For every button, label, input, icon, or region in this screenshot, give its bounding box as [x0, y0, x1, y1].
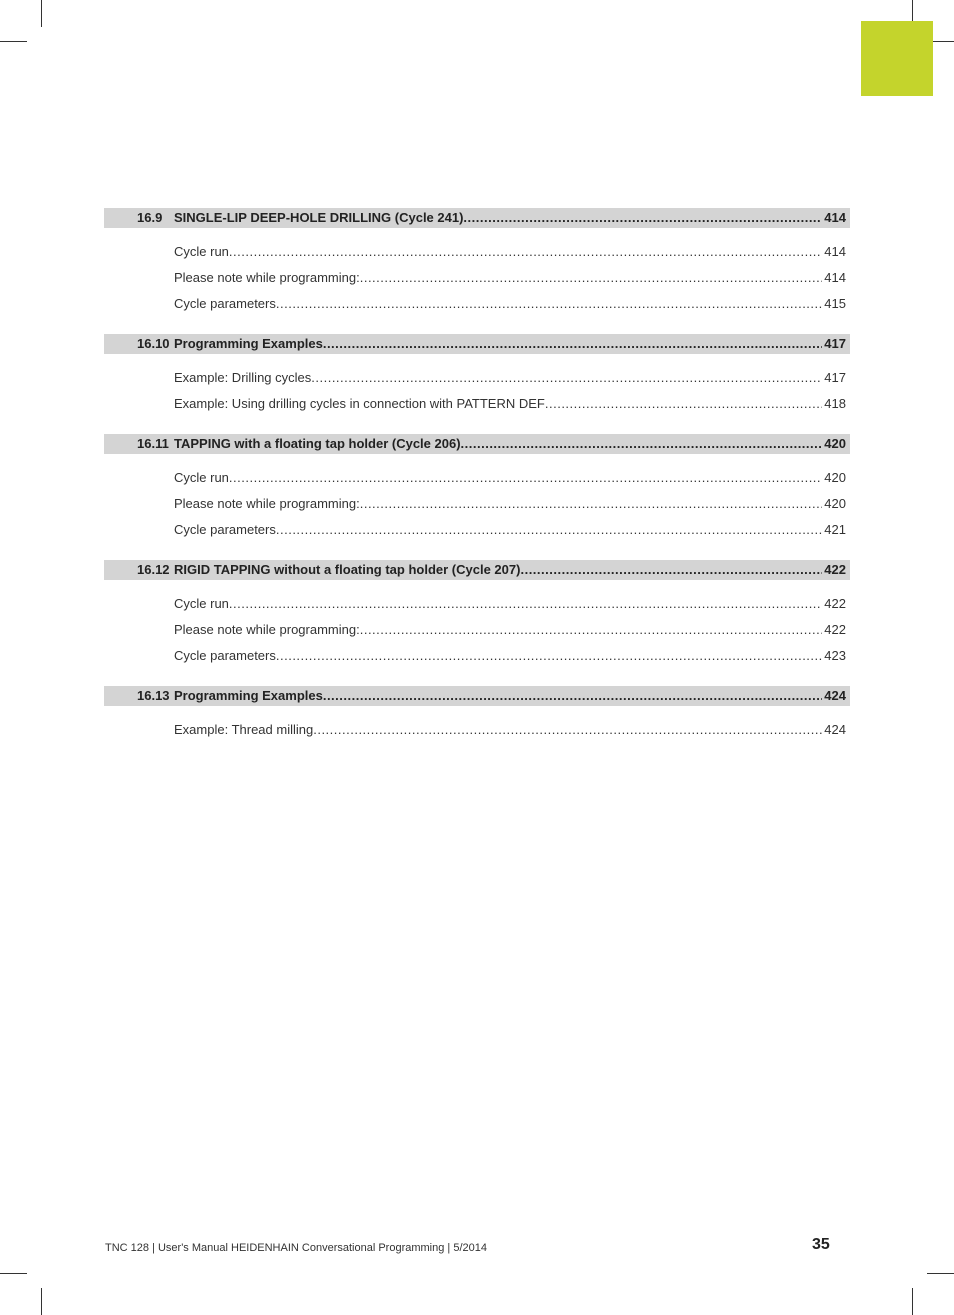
- toc-entry[interactable]: [174, 270, 846, 296]
- entry-page: 414: [824, 270, 846, 285]
- entry-title: Cycle run: [174, 244, 229, 259]
- dot-leader: [229, 596, 822, 622]
- toc-entry[interactable]: [174, 296, 846, 322]
- entry-page: 423: [824, 648, 846, 663]
- toc-section: [104, 208, 850, 322]
- chapter-tab: [861, 21, 933, 96]
- toc-section: [104, 334, 850, 422]
- entry-title: Please note while programming:: [174, 622, 360, 637]
- dot-leader: [360, 496, 823, 522]
- toc-section: [104, 560, 850, 674]
- dot-leader: [461, 434, 823, 454]
- entry-title: Example: Thread milling: [174, 722, 314, 737]
- toc-section: [104, 434, 850, 548]
- section-number: 16.10: [137, 336, 170, 351]
- entry-title: Cycle parameters: [174, 522, 276, 537]
- entry-page: 418: [824, 396, 846, 411]
- dot-leader: [360, 270, 823, 296]
- section-page: 414: [824, 210, 846, 225]
- section-number: 16.12: [137, 562, 170, 577]
- table-of-contents: [104, 208, 850, 760]
- dot-leader: [313, 722, 822, 748]
- toc-entry[interactable]: [174, 496, 846, 522]
- crop-mark: [927, 1273, 954, 1274]
- dot-leader: [229, 470, 822, 496]
- crop-mark: [41, 1288, 42, 1315]
- crop-mark: [912, 1288, 913, 1315]
- section-title: RIGID TAPPING without a floating tap holder (Cycle 207): [174, 562, 521, 577]
- section-number: 16.11: [137, 436, 169, 451]
- toc-entry[interactable]: [174, 622, 846, 648]
- toc-entry[interactable]: [174, 396, 846, 422]
- crop-mark: [0, 41, 27, 42]
- entry-page: 422: [824, 596, 846, 611]
- dot-leader: [463, 208, 822, 228]
- toc-entry[interactable]: [174, 244, 846, 270]
- dot-leader: [276, 296, 822, 322]
- section-number: 16.13: [137, 688, 170, 703]
- toc-section-heading[interactable]: [104, 208, 850, 228]
- entry-page: 421: [824, 522, 846, 537]
- entry-page: 424: [824, 722, 846, 737]
- dot-leader: [276, 522, 822, 548]
- entry-title: Please note while programming:: [174, 496, 360, 511]
- crop-mark: [41, 0, 42, 27]
- section-page: 424: [824, 688, 846, 703]
- entry-title: Cycle parameters: [174, 648, 276, 663]
- toc-section-heading[interactable]: [104, 334, 850, 354]
- toc-entry[interactable]: [174, 722, 846, 748]
- entry-title: Cycle run: [174, 596, 229, 611]
- page-number: 35: [812, 1236, 830, 1253]
- entry-title: Example: Drilling cycles: [174, 370, 312, 385]
- dot-leader: [276, 648, 822, 674]
- entry-page: 417: [824, 370, 846, 385]
- entry-title: Cycle run: [174, 470, 229, 485]
- toc-section-heading[interactable]: [104, 560, 850, 580]
- toc-entry[interactable]: [174, 370, 846, 396]
- toc-entry[interactable]: [174, 596, 846, 622]
- toc-section: [104, 686, 850, 748]
- dot-leader: [520, 560, 822, 580]
- entry-page: 422: [824, 622, 846, 637]
- dot-leader: [229, 244, 822, 270]
- section-title: Programming Examples: [174, 336, 323, 351]
- dot-leader: [323, 686, 822, 706]
- section-title: Programming Examples: [174, 688, 323, 703]
- footer-text: TNC 128 | User's Manual HEIDENHAIN Conversational Programming | 5/2014: [105, 1242, 487, 1254]
- entry-title: Please note while programming:: [174, 270, 360, 285]
- toc-entry[interactable]: [174, 470, 846, 496]
- dot-leader: [311, 370, 822, 396]
- toc-entry[interactable]: [174, 648, 846, 674]
- entry-page: 420: [824, 470, 846, 485]
- toc-entry[interactable]: [174, 522, 846, 548]
- toc-section-heading[interactable]: [104, 434, 850, 454]
- dot-leader: [545, 396, 822, 422]
- section-title: SINGLE-LIP DEEP-HOLE DRILLING (Cycle 241): [174, 210, 464, 225]
- section-title: TAPPING with a floating tap holder (Cycle 206): [174, 436, 461, 451]
- section-number: 16.9: [137, 210, 163, 225]
- dot-leader: [360, 622, 823, 648]
- entry-page: 414: [824, 244, 846, 259]
- section-page: 422: [824, 562, 846, 577]
- crop-mark: [0, 1273, 27, 1274]
- toc-section-heading[interactable]: [104, 686, 850, 706]
- entry-page: 420: [824, 496, 846, 511]
- dot-leader: [323, 334, 822, 354]
- entry-title: Example: Using drilling cycles in connection with PATTERN DEF: [174, 396, 545, 411]
- section-page: 420: [824, 436, 846, 451]
- entry-title: Cycle parameters: [174, 296, 276, 311]
- entry-page: 415: [824, 296, 846, 311]
- section-page: 417: [824, 336, 846, 351]
